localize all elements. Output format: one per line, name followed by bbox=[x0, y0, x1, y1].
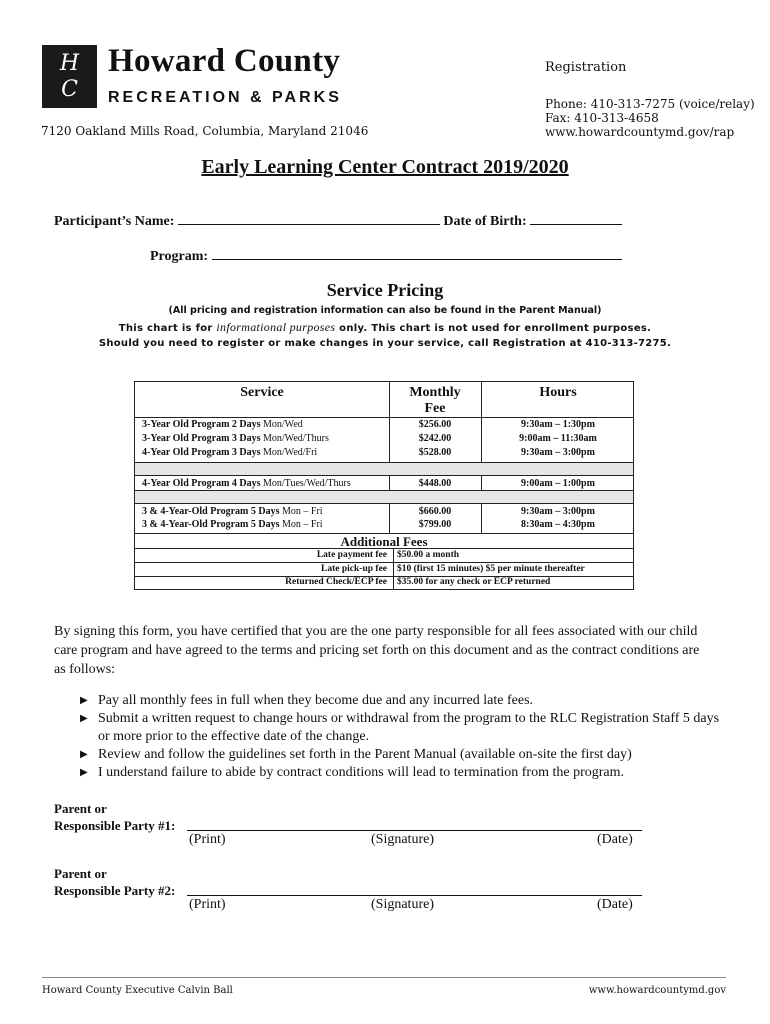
triangle-bullet-icon: ▶ bbox=[80, 767, 88, 778]
agreement-text: By signing this form, you have certified that you are the one party responsible for all fees associated with our child care program and have agreed to the terms and pricing set forth on this document and as the contract conditions are as follows: bbox=[54, 624, 700, 677]
table-cell-hours: 8:30am – 4:30pm bbox=[521, 519, 595, 530]
program-field[interactable] bbox=[150, 247, 622, 265]
service-pricing-title: Service Pricing bbox=[326, 280, 444, 300]
service-header: Service bbox=[240, 385, 284, 400]
fee-value: $50.00 a month bbox=[397, 550, 460, 560]
pricing-disclaimer: This chart is for informational purposes only. This chart is not used for enrollment purposes. bbox=[118, 320, 652, 334]
fee-label: Late payment fee bbox=[316, 550, 387, 560]
list-item: ▶ Submit a written request to change hours or withdrawal from the program to the RLC Registration Staff 5 days or more prior to the effective date of the change. bbox=[80, 711, 720, 744]
table-row: 3 & 4-Year-Old Program 5 Days Mon – Fri bbox=[142, 519, 323, 530]
table-cell-hours: 9:30am – 3:00pm bbox=[521, 447, 595, 458]
list-item: ▶ I understand failure to abide by contract conditions will lead to termination from the program. bbox=[80, 765, 625, 780]
signature-caption: (Signature) bbox=[371, 832, 434, 847]
dob-line[interactable] bbox=[530, 212, 622, 225]
table-cell-hours: 9:30am – 1:30pm bbox=[521, 419, 595, 430]
triangle-bullet-icon: ▶ bbox=[80, 713, 88, 724]
date-caption: (Date) bbox=[597, 832, 633, 847]
table-cell-hours: 9:30am – 3:00pm bbox=[521, 506, 595, 517]
triangle-bullet-icon: ▶ bbox=[80, 695, 88, 706]
signature-label-1: Parent or Responsible Party #1: bbox=[54, 801, 176, 833]
fee-label: Late pick-up fee bbox=[321, 564, 387, 574]
pricing-note: (All pricing and registration information can also be found in the Parent Manual) bbox=[168, 305, 602, 316]
signature-line-1[interactable] bbox=[187, 830, 642, 831]
pricing-table bbox=[134, 381, 634, 590]
date-caption: (Date) bbox=[597, 897, 633, 912]
table-row: 3 & 4-Year-Old Program 5 Days Mon – Fri bbox=[142, 506, 323, 517]
list-item: ▶ Review and follow the guidelines set forth in the Parent Manual (available on-site the first day) bbox=[80, 747, 632, 762]
additional-fees-title: Additional Fees bbox=[340, 534, 428, 549]
table-row: 4-Year Old Program 3 Days Mon/Wed/Fri bbox=[142, 447, 318, 458]
table-row: 3-Year Old Program 3 Days Mon/Wed/Thurs bbox=[142, 433, 329, 444]
table-cell-fee: $660.00 bbox=[418, 506, 452, 517]
fee-value: $10 (first 15 minutes) $5 per minute thereafter bbox=[397, 564, 585, 574]
pricing-contact: Should you need to register or make changes in your service, call Registration at 410-313-7275. bbox=[98, 338, 672, 349]
participant-name-label: Participant’s Name: bbox=[54, 214, 175, 229]
signature-caption: (Signature) bbox=[371, 897, 434, 912]
table-cell-fee: $448.00 bbox=[418, 478, 452, 489]
footer-divider bbox=[42, 977, 726, 978]
footer-website[interactable]: www.howardcountymd.gov bbox=[588, 985, 726, 996]
org-logo: H C bbox=[42, 45, 97, 108]
triangle-bullet-icon: ▶ bbox=[80, 749, 88, 760]
org-subtitle: RECREATION & PARKS bbox=[108, 89, 342, 106]
website-link[interactable]: www.howardcountymd.gov/rap bbox=[545, 125, 735, 139]
table-cell-fee: $799.00 bbox=[418, 519, 452, 530]
table-cell-fee: $242.00 bbox=[418, 433, 452, 444]
table-separator bbox=[135, 462, 633, 476]
table-cell-fee: $256.00 bbox=[418, 419, 452, 430]
org-name: Howard County bbox=[108, 43, 341, 79]
participant-name-line[interactable] bbox=[178, 212, 440, 225]
fax-number: Fax: 410-313-4658 bbox=[545, 111, 659, 125]
table-row: 3-Year Old Program 2 Days Mon/Wed bbox=[142, 419, 303, 430]
fee-value: $35.00 for any check or ECP returned bbox=[397, 577, 551, 587]
program-label: Program: bbox=[150, 249, 209, 264]
hours-header: Hours bbox=[539, 385, 577, 400]
participant-name-field[interactable] bbox=[54, 212, 622, 230]
program-line[interactable] bbox=[212, 247, 622, 260]
page-title: Early Learning Center Contract 2019/2020 bbox=[201, 156, 569, 178]
table-separator bbox=[135, 490, 633, 504]
print-caption: (Print) bbox=[189, 897, 226, 912]
table-cell-fee: $528.00 bbox=[418, 447, 452, 458]
signature-line-2[interactable] bbox=[187, 895, 642, 896]
table-cell-hours: 9:00am – 1:00pm bbox=[521, 478, 595, 489]
table-cell-hours: 9:00am – 11:30am bbox=[519, 433, 597, 444]
dob-label: Date of Birth: bbox=[443, 214, 527, 229]
org-address: 7120 Oakland Mills Road, Columbia, Maryland 21046 bbox=[41, 124, 369, 138]
fee-header: Monthly Fee bbox=[409, 385, 461, 416]
dept-name: Registration bbox=[545, 60, 627, 75]
list-item: ▶ Pay all monthly fees in full when they become due and any incurred late fees. bbox=[80, 693, 534, 708]
signature-label-2: Parent or Responsible Party #2: bbox=[54, 866, 176, 898]
fee-label: Returned Check/ECP fee bbox=[285, 577, 387, 587]
print-caption: (Print) bbox=[189, 832, 226, 847]
phone-number: Phone: 410-313-7275 (voice/relay) bbox=[545, 97, 755, 111]
footer-left: Howard County Executive Calvin Ball bbox=[42, 985, 233, 996]
table-row: 4-Year Old Program 4 Days Mon/Tues/Wed/Thurs bbox=[142, 478, 351, 489]
